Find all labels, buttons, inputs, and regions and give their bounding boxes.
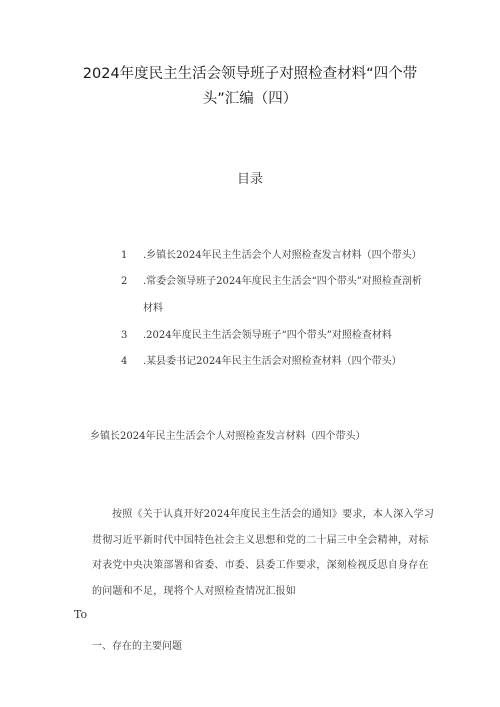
- toc-item-3: [121, 326, 392, 341]
- toc-item-number: 1: [121, 250, 128, 261]
- section-title: 乡镇长2024年民主生活会个人对照检查发言材料（四个带头）: [90, 431, 366, 442]
- document-title: [40, 62, 460, 112]
- toc-item-4: [121, 352, 402, 367]
- body-paragraph: 按照《关于认真开好2024年度民主生活会的通知》要求，本人深入学习贯彻习近平新时代中国特色社会主义思想和党的二十届三中全会精神，对标对表党中央决策部署和省委、市委、县委工作要求，深刻检视反思自身存在的问题和不足，现将个人对照检查情况汇报如: [92, 509, 435, 597]
- toc-item-number: 4: [121, 356, 128, 367]
- toc-item-text: .乡镇长2024年民主生活会个人对照检查发言材料（四个带头）: [143, 250, 422, 261]
- toc-heading: 目录: [236, 172, 263, 187]
- sub-heading: 一、存在的主要问题: [92, 641, 182, 652]
- document-title-line-2: 头”汇编（四）: [202, 91, 298, 107]
- paragraph-continuation: To: [74, 608, 88, 621]
- toc-item-text: .某县委书记2024年民主生活会对照检查材料（四个带头）: [143, 356, 402, 367]
- toc-item-text: .2024年度民主生活会领导班子“四个带头”对照检查材料: [143, 330, 392, 341]
- toc-item-2: [121, 272, 422, 287]
- toc-item-text: .常委会领导班子2024年度民主生活会“四个带头”对照检查剖析: [143, 276, 422, 287]
- document-title-line-1: 2024年度民主生活会领导班子对照检查材料“四个带: [82, 66, 418, 82]
- toc-item-number: 2: [121, 276, 128, 287]
- toc-item-number: 3: [121, 330, 128, 341]
- toc-item-1: [121, 246, 422, 261]
- toc-item-2-continuation: 材料: [143, 303, 163, 314]
